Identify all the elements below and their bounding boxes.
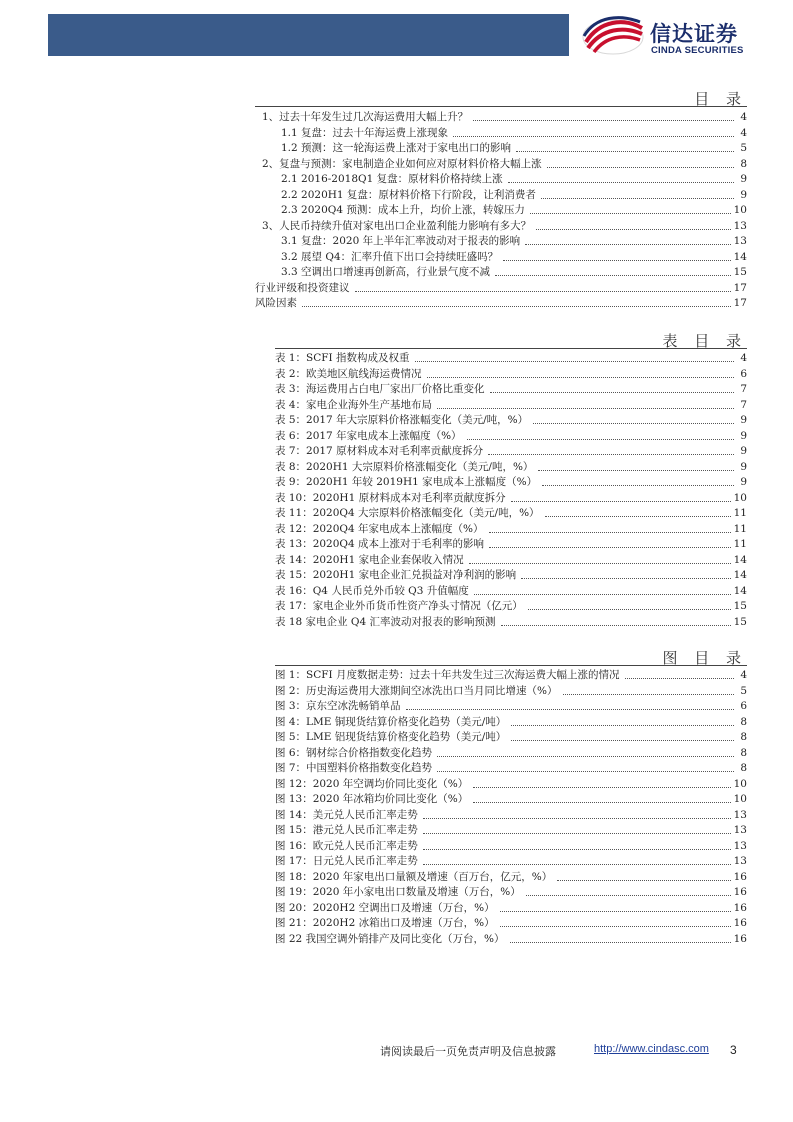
tables-entry[interactable] bbox=[275, 445, 747, 458]
figures-entry[interactable] bbox=[275, 762, 747, 775]
tables-entry-label: 表 3：海运费用占白电厂家出厂价格比重变化 bbox=[275, 383, 485, 395]
tables-entry-page: 15 bbox=[733, 615, 747, 628]
dot-leader bbox=[302, 306, 731, 307]
tables-entry-page: 15 bbox=[733, 600, 747, 612]
tables-entry-page: 7 bbox=[740, 383, 747, 395]
toc-entry-label: 2.3 2020Q4 预测：成本上升，均价上涨，转嫁压力 bbox=[281, 204, 525, 216]
tables-title: 表 目 录 bbox=[662, 332, 747, 350]
tables-entry[interactable] bbox=[275, 492, 747, 505]
page-number: 3 bbox=[730, 1043, 737, 1057]
figures-entry-label: 图 7：中国塑料价格指数变化趋势 bbox=[275, 762, 433, 774]
toc-entry-page: 9 bbox=[740, 173, 747, 185]
tables-entry[interactable] bbox=[275, 569, 747, 582]
tables-entry[interactable] bbox=[275, 383, 747, 396]
toc-entry-page: 15 bbox=[733, 266, 747, 278]
figures-title-rule bbox=[275, 665, 747, 666]
dot-leader bbox=[453, 136, 734, 137]
figures-entry[interactable] bbox=[275, 778, 747, 791]
tables-entry[interactable] bbox=[275, 600, 747, 613]
tables-entry-page: 11 bbox=[733, 538, 747, 550]
figures-entry-page: 16 bbox=[733, 886, 747, 898]
dot-leader bbox=[563, 694, 735, 695]
dot-leader bbox=[625, 678, 734, 679]
dot-leader bbox=[545, 516, 731, 517]
toc-entry-page: 17 bbox=[733, 297, 747, 309]
dot-leader bbox=[473, 787, 730, 788]
dot-leader bbox=[557, 880, 730, 881]
dot-leader bbox=[437, 756, 734, 757]
tables-entry-label: 表 7：2017 原材料成本对毛利率贡献度拆分 bbox=[275, 445, 484, 457]
dot-leader bbox=[508, 182, 734, 183]
dot-leader bbox=[511, 725, 734, 726]
dot-leader bbox=[530, 213, 731, 214]
tables-entry-page: 11 bbox=[733, 522, 747, 535]
toc-entry[interactable] bbox=[262, 111, 747, 124]
footer bbox=[380, 1043, 740, 1059]
dot-leader bbox=[495, 275, 731, 276]
dot-leader bbox=[423, 818, 731, 819]
tables-entry-label: 表 5：2017 年大宗原料价格涨幅变化（美元/吨，%） bbox=[275, 414, 529, 426]
tables-entry-page: 4 bbox=[740, 352, 747, 364]
tables-entry-page: 10 bbox=[733, 491, 747, 504]
figures-entry-page: 8 bbox=[740, 762, 747, 774]
dot-leader bbox=[423, 833, 731, 834]
tables-entry-page: 7 bbox=[740, 398, 747, 411]
figures-entry-page: 5 bbox=[740, 684, 747, 697]
figures-entry-label: 图 5：LME 铝现货结算价格变化趋势（美元/吨） bbox=[275, 731, 507, 743]
dot-leader bbox=[528, 609, 731, 610]
tables-entry-label: 表 17：家电企业外币货币性资产净头寸情况（亿元） bbox=[275, 600, 523, 612]
figures-entry-page: 10 bbox=[733, 793, 747, 805]
figures-entry[interactable] bbox=[275, 933, 747, 946]
toc-entry-label: 3、人民币持续升值对家电出口企业盈利能力影响有多大？ bbox=[262, 219, 532, 232]
dot-leader bbox=[500, 911, 731, 912]
toc-entry-label: 2、复盘与预测：家电制造企业如何应对原材料价格大幅上涨 bbox=[262, 157, 542, 170]
dot-leader bbox=[489, 532, 731, 533]
tables-entry-page: 9 bbox=[740, 414, 747, 426]
tables-entry-label: 表 1：SCFI 指数构成及权重 bbox=[275, 352, 410, 364]
dot-leader bbox=[536, 229, 730, 230]
toc-entry-label: 2.2 2020H1 复盘：原材料价格下行阶段，让利消费者 bbox=[281, 188, 536, 201]
toc-entry-page: 8 bbox=[740, 157, 747, 170]
tables-entry-label: 表 15：2020H1 家电企业汇兑损益对净利润的影响 bbox=[275, 569, 517, 581]
figures-entry-page: 16 bbox=[733, 917, 747, 929]
dot-leader bbox=[427, 377, 734, 378]
figures-entry[interactable] bbox=[275, 716, 747, 729]
figures-entry-page: 13 bbox=[733, 855, 747, 867]
figures-entry-label: 图 15：港元兑人民币汇率走势 bbox=[275, 824, 418, 836]
figures-entry-label: 图 21：2020H2 冰箱出口及增速（万台，%） bbox=[275, 917, 495, 929]
tables-entry-label: 表 12：2020Q4 年家电成本上涨幅度（%） bbox=[275, 522, 484, 535]
figures-entry[interactable] bbox=[275, 917, 747, 930]
dot-leader bbox=[469, 563, 731, 564]
figures-entry[interactable] bbox=[275, 840, 747, 853]
logo-chinese-name: 信达证券 bbox=[650, 22, 738, 46]
tables-entry[interactable] bbox=[275, 461, 747, 474]
figures-entry[interactable] bbox=[275, 731, 747, 744]
toc-entry[interactable] bbox=[281, 266, 747, 279]
footer-url-link[interactable]: http://www.cindasc.com bbox=[594, 1043, 709, 1055]
dot-leader bbox=[437, 771, 734, 772]
toc-entry[interactable] bbox=[281, 142, 747, 155]
figures-entry-page: 4 bbox=[740, 669, 747, 681]
toc-entry-label: 3.1 复盘：2020 年上半年汇率波动对于报表的影响 bbox=[281, 235, 521, 247]
dot-leader bbox=[501, 625, 731, 626]
dot-leader bbox=[521, 578, 731, 579]
tables-entry[interactable] bbox=[275, 399, 747, 412]
toc-entry-page: 9 bbox=[740, 188, 747, 201]
tables-entry[interactable] bbox=[275, 476, 747, 489]
tables-entry-page: 11 bbox=[733, 507, 747, 519]
tables-entry-page: 14 bbox=[733, 553, 747, 566]
toc-title-rule bbox=[255, 106, 747, 107]
figures-entry-page: 6 bbox=[740, 700, 747, 712]
dot-leader bbox=[473, 802, 730, 803]
figures-entry[interactable] bbox=[275, 700, 747, 713]
toc-entry[interactable] bbox=[281, 235, 747, 248]
tables-entry-label: 表 11：2020Q4 大宗原料价格涨幅变化（美元/吨，%） bbox=[275, 507, 540, 519]
tables-title-rule bbox=[275, 348, 747, 349]
tables-entry-label: 表 6：2017 年家电成本上涨幅度（%） bbox=[275, 429, 462, 442]
tables-entry-page: 14 bbox=[733, 569, 747, 581]
dot-leader bbox=[511, 740, 734, 741]
dot-leader bbox=[538, 470, 734, 471]
toc-entry-page: 4 bbox=[740, 126, 747, 139]
figures-entry-label: 图 2：历史海运费用大涨期间空冰洗出口当月同比增速（%） bbox=[275, 684, 558, 697]
figures-entry-page: 8 bbox=[740, 715, 747, 728]
toc-entry-label: 1.2 预测：这一轮海运费上涨对于家电出口的影响 bbox=[281, 142, 512, 154]
figures-entry[interactable] bbox=[275, 809, 747, 822]
toc-entry-label: 3.3 空调出口增速再创新高，行业景气度不减 bbox=[281, 266, 491, 278]
toc-entry-label: 1.1 复盘：过去十年海运费上涨现象 bbox=[281, 126, 449, 139]
tables-entry-label: 表 10：2020H1 原材料成本对毛利率贡献度拆分 bbox=[275, 491, 506, 504]
figures-entry-label: 图 3：京东空冰洗畅销单品 bbox=[275, 700, 401, 712]
figures-entry-page: 8 bbox=[740, 731, 747, 743]
figures-entry[interactable] bbox=[275, 886, 747, 899]
tables-entry[interactable] bbox=[275, 507, 747, 520]
dot-leader bbox=[525, 244, 731, 245]
figures-entry[interactable] bbox=[275, 855, 747, 868]
tables-entry[interactable] bbox=[275, 554, 747, 567]
toc-entry[interactable] bbox=[262, 158, 747, 171]
tables-entry-label: 表 16：Q4 人民币兑外币较 Q3 升值幅度 bbox=[275, 584, 469, 597]
dot-leader bbox=[489, 547, 731, 548]
figures-entry-page: 13 bbox=[733, 808, 747, 821]
figures-entry[interactable] bbox=[275, 669, 747, 682]
toc-entry[interactable] bbox=[281, 204, 747, 217]
toc-entry-label: 3.2 展望 Q4：汇率升值下出口会持续旺盛吗？ bbox=[281, 250, 499, 263]
figures-entry[interactable] bbox=[275, 747, 747, 760]
tables-entry-page: 14 bbox=[733, 584, 747, 597]
dot-leader bbox=[474, 594, 731, 595]
footer-disclaimer: 请阅读最后一页免责声明及信息披露 bbox=[380, 1045, 556, 1058]
dot-leader bbox=[467, 439, 734, 440]
figures-entry-label: 图 20：2020H2 空调出口及增速（万台，%） bbox=[275, 901, 495, 914]
figures-entry-page: 13 bbox=[733, 839, 747, 852]
tables-entry-label: 表 2：欧美地区航线海运费情况 bbox=[275, 367, 422, 380]
toc-entry[interactable] bbox=[255, 282, 747, 295]
toc-entry-page: 17 bbox=[733, 281, 747, 294]
toc-entry[interactable] bbox=[255, 297, 747, 310]
dot-leader bbox=[423, 864, 731, 865]
figures-entry-label: 图 22 我国空调外销排产及同比变化（万台，%） bbox=[275, 932, 505, 945]
figures-entry-page: 16 bbox=[733, 901, 747, 914]
dot-leader bbox=[511, 501, 731, 502]
dot-leader bbox=[542, 485, 734, 486]
dot-leader bbox=[541, 198, 734, 199]
toc-entry[interactable] bbox=[281, 189, 747, 202]
figures-entry-label: 图 6：钢材综合价格指数变化趋势 bbox=[275, 746, 433, 759]
tables-entry[interactable] bbox=[275, 616, 747, 629]
figures-entry-page: 13 bbox=[733, 824, 747, 836]
tables-entry[interactable] bbox=[275, 430, 747, 443]
dot-leader bbox=[406, 709, 734, 710]
toc-entry-label: 1、过去十年发生过几次海运费用大幅上升？ bbox=[262, 111, 469, 123]
tables-entry-label: 表 14：2020H1 家电企业套保收入情况 bbox=[275, 553, 464, 566]
figures-title: 图 目 录 bbox=[662, 649, 747, 667]
dot-leader bbox=[547, 167, 734, 168]
figures-entry-label: 图 4：LME 铜现货结算价格变化趋势（美元/吨） bbox=[275, 715, 507, 728]
figures-entry[interactable] bbox=[275, 793, 747, 806]
tables-entry[interactable] bbox=[275, 523, 747, 536]
dot-leader bbox=[423, 849, 731, 850]
tables-entry[interactable] bbox=[275, 538, 747, 551]
figures-entry-page: 16 bbox=[733, 932, 747, 945]
tables-entry-page: 9 bbox=[740, 476, 747, 488]
header-bar bbox=[48, 14, 569, 56]
toc-entry-page: 5 bbox=[740, 142, 747, 154]
toc-entry-label: 2.1 2016-2018Q1 复盘：原材料价格持续上涨 bbox=[281, 173, 503, 185]
figures-entry-label: 图 19：2020 年小家电出口数量及增速（万台，%） bbox=[275, 886, 521, 898]
tables-entry-label: 表 4：家电企业海外生产基地布局 bbox=[275, 398, 433, 411]
figures-entry-label: 图 16：欧元兑人民币汇率走势 bbox=[275, 839, 418, 852]
cinda-logo-icon bbox=[580, 12, 646, 58]
tables-entry[interactable] bbox=[275, 585, 747, 598]
dot-leader bbox=[510, 942, 731, 943]
figures-entry[interactable] bbox=[275, 871, 747, 884]
toc-entry-page: 10 bbox=[733, 204, 747, 216]
figures-entry-label: 图 12：2020 年空调均价同比变化（%） bbox=[275, 777, 469, 790]
tables-entry[interactable] bbox=[275, 414, 747, 427]
cinda-logo bbox=[580, 12, 780, 58]
figures-entry-label: 图 17：日元兑人民币汇率走势 bbox=[275, 855, 418, 867]
figures-entry[interactable] bbox=[275, 685, 747, 698]
toc-entry-page: 14 bbox=[733, 250, 747, 263]
toc-title: 目 录 bbox=[694, 90, 747, 108]
dot-leader bbox=[526, 895, 731, 896]
dot-leader bbox=[490, 392, 734, 393]
figures-entry[interactable] bbox=[275, 902, 747, 915]
toc-entry-page: 4 bbox=[740, 111, 747, 123]
tables-entry-page: 6 bbox=[740, 367, 747, 380]
tables-entry[interactable] bbox=[275, 368, 747, 381]
tables-entry-label: 表 8：2020H1 大宗原料价格涨幅变化（美元/吨，%） bbox=[275, 460, 534, 473]
toc-entry[interactable] bbox=[281, 127, 747, 140]
figures-entry-page: 16 bbox=[733, 870, 747, 883]
dot-leader bbox=[533, 423, 734, 424]
dot-leader bbox=[415, 361, 734, 362]
figures-entry[interactable] bbox=[275, 824, 747, 837]
figures-entry-page: 8 bbox=[740, 746, 747, 759]
tables-entry-page: 9 bbox=[740, 429, 747, 442]
figures-entry-label: 图 18：2020 年家电出口量额及增速（百万台，亿元，%） bbox=[275, 870, 553, 883]
tables-entry-label: 表 9：2020H1 年较 2019H1 家电成本上涨幅度（%） bbox=[275, 476, 538, 488]
dot-leader bbox=[355, 291, 731, 292]
dot-leader bbox=[516, 151, 734, 152]
toc-entry-label: 行业评级和投资建议 bbox=[255, 281, 350, 294]
dot-leader bbox=[500, 926, 731, 927]
dot-leader bbox=[437, 408, 734, 409]
dot-leader bbox=[473, 120, 734, 121]
tables-entry-label: 表 18 家电企业 Q4 汇率波动对报表的影响预测 bbox=[275, 615, 496, 628]
figures-entry-page: 10 bbox=[733, 777, 747, 790]
toc-entry-page: 13 bbox=[733, 235, 747, 247]
tables-entry-label: 表 13：2020Q4 成本上涨对于毛利率的影响 bbox=[275, 538, 485, 550]
toc-entry-page: 13 bbox=[733, 219, 747, 232]
tables-entry[interactable] bbox=[275, 352, 747, 365]
toc-entry-label: 风险因素 bbox=[255, 297, 297, 309]
figures-entry-label: 图 14：美元兑人民币汇率走势 bbox=[275, 808, 418, 821]
toc-entry[interactable] bbox=[281, 251, 747, 264]
tables-entry-page: 9 bbox=[740, 445, 747, 457]
toc-entry[interactable] bbox=[281, 173, 747, 186]
dot-leader bbox=[503, 260, 730, 261]
tables-entry-page: 9 bbox=[740, 460, 747, 473]
figures-entry-label: 图 13：2020 年冰箱均价同比变化（%） bbox=[275, 793, 469, 805]
toc-entry[interactable] bbox=[262, 220, 747, 233]
logo-english-name: CINDA SECURITIES bbox=[651, 45, 744, 56]
dot-leader bbox=[488, 454, 734, 455]
figures-entry-label: 图 1：SCFI 月度数据走势：过去十年共发生过三次海运费大幅上涨的情况 bbox=[275, 669, 620, 681]
